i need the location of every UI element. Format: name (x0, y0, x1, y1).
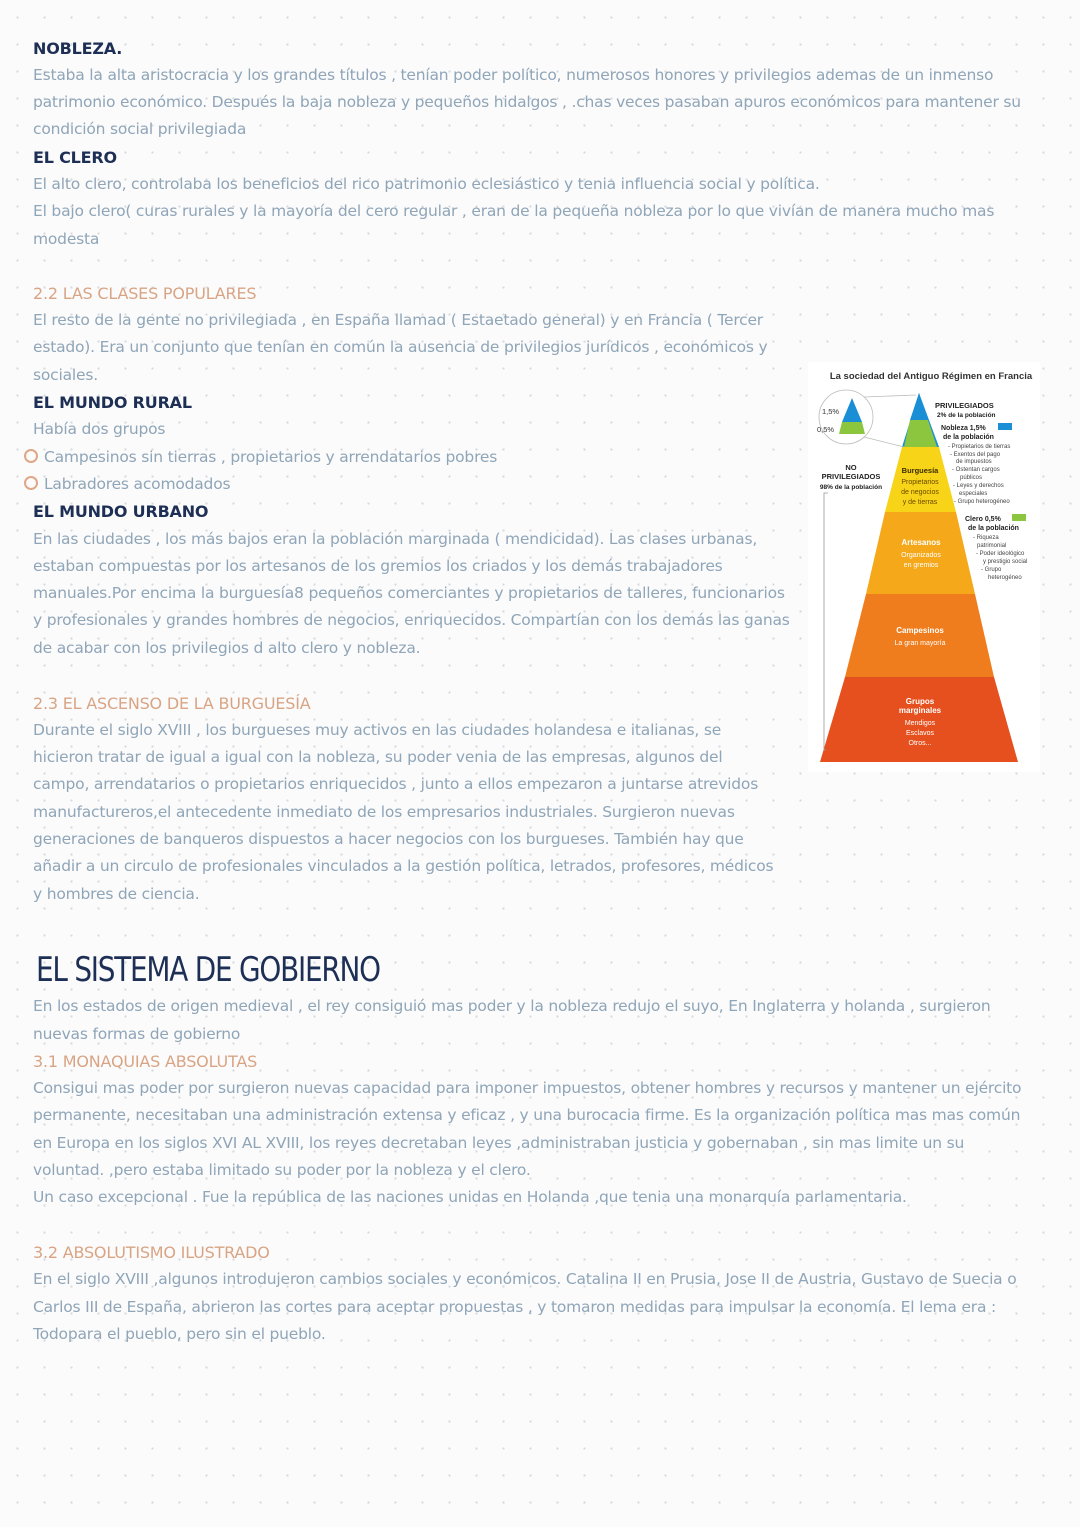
nobleza-swatch (998, 423, 1012, 430)
mundo-rural-heading: EL MUNDO RURAL (33, 393, 192, 412)
absolutismo-line-3: Todopara el pueblo, pero sin el pueblo. (33, 1325, 326, 1343)
artesanos-detail: Organizados (901, 552, 941, 559)
no-priv-line-1: NO (845, 463, 857, 472)
clases-populares-heading: 2.2 LAS CLASES POPULARES (33, 284, 257, 303)
nobleza-detail: - Grupo heterogéneo (954, 499, 1010, 505)
burguesia-line-7: y hombres de ciencia. (33, 885, 200, 903)
pyramid-title: La sociedad del Antiguo Régimen en Francia (829, 371, 1033, 382)
burguesia-line-6: añadir a un circulo de profesionales vinculados a la gestión política, letrados, profesores, médicos (33, 857, 774, 875)
burguesia-line-1: Durante el siglo XVIII , los burgueses muy activos en las ciudades holandesa e italianas, se (33, 721, 722, 739)
pct-clero: 0,5% (817, 425, 835, 434)
marginales-label: marginales (898, 706, 942, 715)
sistema-line-1: En los estados de origen medieval , el rey consiguió mas poder y la nobleza redujo el suyo, En Inglaterra y holanda , surgieron (33, 997, 991, 1015)
nobleza-detail: de la población (943, 434, 994, 441)
nobleza-detail: de impuestos (956, 459, 992, 465)
mundo-urbano-heading: EL MUNDO URBANO (33, 502, 209, 521)
monarquias-line-1: Consigui mas poder por surgieron nuevas capacidad para imponer impuestos, obtener hombres y recursos y mantener un ejército (33, 1079, 1022, 1097)
clero-swatch (1012, 514, 1026, 521)
zoom-clero (839, 422, 865, 434)
mundo-urbano-line-5: de acabar con los privilegios d alto clero y nobleza. (33, 639, 421, 657)
monarquias-line-4: voluntad. ,pero estaba limitado su poder por la nobleza y el clero. (33, 1161, 531, 1179)
nobleza-line-1: Estaba la alta aristocracia y los grandes títulos , tenían poder político, numerosos honores y privilegios ademas de un inmenso (33, 66, 994, 84)
clero-detail: - Poder ideológico (976, 551, 1025, 557)
sistema-line-2: nuevas formas de gobierno (33, 1025, 241, 1043)
marginales-detail: Otros... (908, 740, 932, 747)
absolutismo-line-1: En el siglo XVIII ,algunos introdujeron cambios sociales y económicos. Catalina II en Prusia, Jose II de Austria, Gustavo de Suecia o (33, 1270, 1017, 1288)
burguesia-line-5: generaciones de banqueros dispuestos a hacer negocios con los burgueses. También hay que (33, 830, 744, 848)
monarquias-line-3: en Europa en los siglos XVI AL XVIII, los reyes decretaban leyes ,administraban justicia y gobernaban , sin mas limite un su (33, 1134, 965, 1152)
burguesia-detail: y de tierras (902, 499, 938, 506)
clero-detail: heterogéneo (988, 575, 1022, 581)
nobleza-detail: públicos (960, 475, 983, 481)
mundo-rural-item (24, 471, 230, 498)
burguesia-line-2: hicieron tratar de igual a igual con la nobleza, su poder venia de las empresas, algunos del (33, 748, 723, 766)
clero-detail: - Grupo (981, 567, 1002, 573)
monarquias-heading: 3.1 MONAQUIAS ABSOLUTAS (33, 1052, 258, 1071)
sistema-title: EL SISTEMA DE GOBIERNO (36, 950, 380, 990)
clero-detail: de la población (968, 525, 1019, 532)
clero-detail: patrimonial (977, 543, 1007, 549)
mundo-rural-item-text: Labradores acomodados (44, 475, 231, 493)
mundo-rural-item (24, 444, 497, 471)
burguesia-label: Burguesía (901, 466, 939, 475)
nobleza-detail: - Ostentan cargos (952, 467, 1000, 473)
clero-detail: - Riqueza (973, 535, 999, 541)
burguesia-line-4: manufactureros,el antecedente inmediato de los empresarios industriales. Surgieron nuevas (33, 803, 735, 821)
marginales-detail: Mendigos (904, 720, 936, 727)
monarquias-line-2: permanente, necesitaban una administración extensa y eficaz , y una burocacia firme. Es la organización política mas mas común (33, 1106, 1021, 1124)
mundo-rural-intro: Había dos grupos (33, 420, 166, 438)
clases-populares-line-1: El resto de la gente no privilegiada , en España llamad ( Estaetado general) y en Francia ( Tercer (33, 311, 763, 329)
clero-heading: EL CLERO (33, 148, 117, 167)
marginales-detail: Esclavos (905, 730, 935, 737)
nobleza-heading: NOBLEZA. (33, 39, 123, 58)
nobleza-detail: - Propietarios de tierras (948, 444, 1011, 450)
bullet-circle-icon (24, 476, 38, 490)
artesanos-label: Artesanos (901, 538, 941, 547)
nobleza-line-3: condición social privilegiada (33, 120, 247, 138)
clero-line-2: El bajo clero( curas rurales y la mayoría del cero regular , eran de la pequeña nobleza por lo que vivían de manera mucho mas (33, 202, 995, 220)
monarquias-line-5: Un caso excepcional . Fue la república de las naciones unidas en Holanda ,que tenia una monarquía parlamentaria. (33, 1188, 907, 1206)
artesanos-detail: en gremios (903, 562, 939, 569)
pct-nobleza: 1,5% (822, 407, 840, 416)
mundo-urbano-line-4: y profesionales y grandes hombres de negocios, enriquecidos. Compartían con los demás las ganas (33, 611, 790, 629)
pyramid-band-campesinos (845, 594, 994, 677)
burguesia-line-3: campo, arrendatarios o propietarios enriquecidos , junto a ellos empezaron a juntarse atrevidos (33, 775, 759, 793)
burguesia-heading: 2.3 EL ASCENSO DE LA BURGUESÍA (33, 694, 311, 713)
clero-detail: y prestigio social (983, 559, 1028, 565)
priv-line-2: 2% de la población (937, 412, 996, 419)
clero-label: Clero 0,5% (965, 516, 1001, 523)
nobleza-line-2: patrimonio económico. Después la baja nobleza y pequeños hidalgos , .chas veces pasaban apuros económicos para mantener su (33, 93, 1021, 111)
marginales-label: Grupos (905, 697, 935, 706)
mundo-urbano-line-2: estaban compuestas por los artesanos de los gremios los criados y los demás trabajadores (33, 557, 723, 575)
clases-populares-line-2: estado). Era un conjunto que tenían en común la ausencia de privilegios jurídicos , económicos y (33, 338, 768, 356)
nobleza-label: Nobleza 1,5% (941, 425, 986, 432)
nobleza-detail: - Exentos del pago (950, 452, 1001, 458)
mundo-rural-item-text: Campesinos sin tierras , propietarios y arrendatarios pobres (44, 448, 498, 466)
priv-line-1: PRIVILEGIADOS (935, 401, 994, 410)
mundo-urbano-line-1: En las ciudades , los más bajos eran la población marginada ( mendicidad). Las clases urbanas, (33, 530, 758, 548)
absolutismo-line-2: Carlos III de España, abrieron las cortes para aceptar propuestas , y tomaron medidas para impulsar la economía. El lema era : (33, 1298, 997, 1316)
absolutismo-heading: 3.2 ABSOLUTISMO ILUSTRADO (33, 1243, 270, 1262)
no-priv-line-3: 98% de la población (819, 484, 883, 491)
burguesia-detail: de negocios (901, 489, 939, 496)
clero-line-1: El alto clero, controlaba los beneficios del rico patrimonio eclesiástico y tenia influencia social y política. (33, 175, 820, 193)
burguesia-detail: Propietarios (901, 479, 939, 486)
clero-line-3: modesta (33, 230, 100, 248)
nobleza-detail: especiales (959, 491, 988, 497)
bullet-circle-icon (24, 449, 38, 463)
clases-populares-line-3: sociales. (33, 366, 98, 384)
mundo-urbano-line-3: manuales.Por encima la burguesía8 pequeños comerciantes y propietarios de talleres, funcionarios (33, 584, 785, 602)
society-pyramid-diagram (808, 362, 1040, 772)
campesinos-detail: La gran mayoría (894, 640, 946, 647)
nobleza-detail: - Leyes y derechos (953, 483, 1004, 489)
campesinos-label: Campesinos (896, 626, 944, 635)
no-priv-line-2: PRIVILEGIADOS (821, 472, 881, 481)
